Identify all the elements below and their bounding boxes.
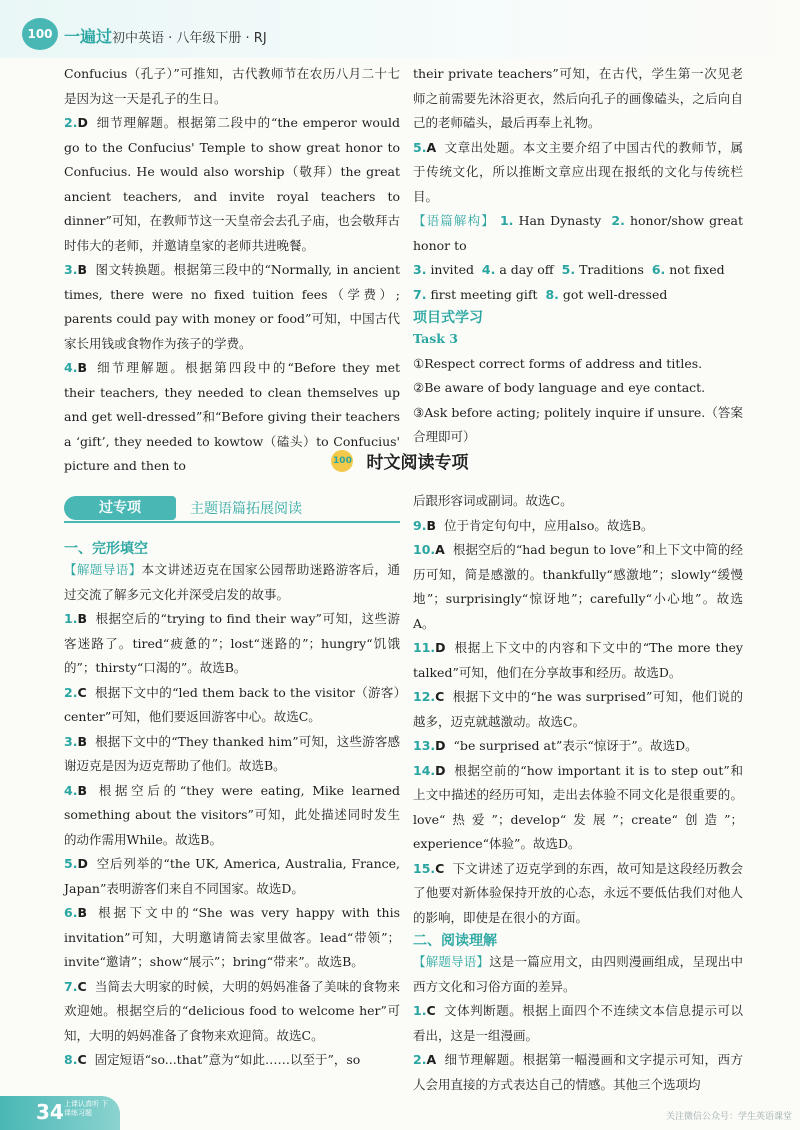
task-item: ②Be aware of body language and eye contact.: [413, 380, 706, 395]
section-banner: [0, 448, 800, 484]
answer-item: 15.C 下文讲述了迈克学到的东西，故可知是这段经历教会了他要对新体验保持开放的心态，永远不要低估我们对他人的影响，即使是在很小的方面。: [413, 860, 743, 925]
project-title: 项目式学习: [413, 310, 483, 326]
brand-name: 一遍过: [64, 27, 113, 46]
answer-item: 13.D “be surprised at”表示“惊讶于”。故选D。: [413, 738, 698, 753]
section-subtitle: 主题语篇拓展阅读: [190, 501, 302, 517]
reading-heading: 二、阅读理解: [413, 933, 497, 949]
task-item: ①Respect correct forms of address and titles.: [413, 355, 703, 371]
answer-item: 2.A 细节理解题。根据第一幅漫画和文字提示可知，西方人会用直接的方式表达自己的情感。其他三个选项均: [413, 1052, 743, 1092]
paragraph-continuation: their private teachers”可知，在古代，学生第一次见老师之前需要先沐浴更衣，然后向孔子的画像磕头，之后向自己的老师磕头，最后再奉上礼物。: [413, 66, 743, 130]
answer-item: 1.C 文体判断题。根据上面四个不连续文本信息提示可以看出，这是一组漫画。: [413, 1003, 743, 1043]
answer-item: 12.C 根据下文中的“he was surprised”可知，他们说的越多，迈克就越激动。故选C。: [413, 689, 743, 729]
answer-item: 4.B 根据空后的“they were eating, Mike learned something about the visitors”可知，此处描述同时发生的动作需用While。故选B。: [64, 782, 400, 847]
analysis-line-2: 3. invited 4. a day off 5. Traditions 6. not fixed: [413, 262, 725, 277]
logo-icon: 100: [22, 18, 58, 50]
paragraph-continuation: Confucius（孔子）”可推知，古代教师节在农历八月二十七是因为这一天是孔子的生日。: [64, 66, 400, 106]
section-divider: [64, 521, 400, 523]
answer-item: 2.C 根据下文中的“led them back to the visitor（游客）center”可知，他们要返回游客中心。故选C。: [64, 684, 400, 724]
answer-item: 5.A 文章出处题。本文主要介绍了中国古代的教师节，属于传统文化，所以推断文章应出现在报纸的文化与传统栏目。: [413, 139, 743, 204]
answer-item: 9.B 位于肯定句句中，应用also。故选B。: [413, 517, 654, 533]
banner-logo-icon: 100: [331, 450, 353, 472]
footer-slogan: 上课认真听 下课练习题: [64, 1100, 109, 1117]
answer-item: 4.B 细节理解题。根据第四段中的“Before they met their teachers, they needed to clean themselves up and get well-dressed”和“Before giving their teachers a ‘gift’, they needed to kowtow（磕头）to Confucius' picture and then to: [64, 360, 400, 473]
guide-paragraph: 【解题导语】本文讲述迈克在国家公园帮助迷路游客后，通过交流了解多元文化并深受启发的故事。: [64, 562, 400, 602]
answer-item: 3.B 根据下文中的“They thanked him”可知，这些游客感谢迈克是因为迈克帮助了他们。故选B。: [64, 733, 400, 773]
answer-item: 10.A 根据空后的“had begun to love”和上下文中简的经历可知，简是感激的。thankfully“感激地”；slowly“缓慢地”；surprisingly“惊讶地”；carefully“小心地”。故选A。: [413, 542, 743, 631]
answer-item: 14.D 根据空前的“how important it is to step out”和上文中描述的经历可知，走出去体验不同文化是很重要的。love“热爱”；develop“发展”；create“创造”；experience“体验”。故选D。: [413, 762, 743, 851]
page-number: 34: [36, 1100, 64, 1124]
task-item: ③Ask before acting; politely inquire if unsure.（答案合理即可）: [413, 404, 743, 444]
answer-item: 8.C 固定短语“so...that”意为“如此……以至于”，so: [64, 1052, 361, 1067]
analysis-line-3: 7. first meeting gift 8. got well-dressed: [413, 286, 668, 302]
answer-item: 11.D 根据上下文中的内容和下文中的“The more they talked”可知，他们在分享故事和经历。故选D。: [413, 640, 743, 680]
task-label: Task 3: [413, 331, 458, 346]
section-title: 时文阅读专项: [366, 453, 469, 473]
book-title: 初中英语 · 八年级下册 · RJ: [112, 31, 267, 46]
cloze-heading: 一、完形填空: [64, 541, 148, 557]
left-top-column: [64, 62, 400, 479]
answer-item: 6.B 根据下文中的“She was very happy with this invitation”可知，大明邀请简去家里做客。lead“带领”；invite“邀请”；show“展示”；bring“带来”。故选B。: [64, 905, 400, 969]
answer-item: 5.D 空后列举的“the UK, America, Australia, France, Japan”表明游客们来自不同国家。故选D。: [64, 856, 400, 896]
paragraph-continuation: 后跟形容词或副词。故选C。: [413, 493, 573, 508]
watermark-text: 关注微信公众号：学生英语课堂: [665, 1112, 792, 1122]
answer-item: 2.D 细节理解题。根据第二段中的“the emperor would go to the Confucius' Temple to show great honor to Confucius. He would also worship（敬拜）the great ancient teachers, and invite royal teachers to dinner”可知，在教师节这一天皇帝会去孔子庙，也会敬拜古时伟大的老师，并邀请皇家的老师共进晚餐。: [64, 115, 400, 253]
left-bottom-column: [64, 538, 400, 1073]
answer-item: 1.B 根据空后的“trying to find their way”可知，这些游客迷路了。tired“疲惫的”；lost“迷路的”；hungry“饥饿的”；thirsty“口渴的”。故选B。: [64, 611, 400, 675]
analysis-line-1: 【语篇解构】 1. Han Dynasty 2. honor/show great honor to: [413, 213, 743, 253]
right-top-column: [413, 62, 743, 450]
header-bar: [0, 0, 800, 58]
guide-paragraph: 【解题导语】这是一篇应用文，由四则漫画组成，呈现出中西方文化和习俗方面的差异。: [413, 954, 743, 994]
right-bottom-column: [413, 489, 743, 1097]
answer-item: 7.C 当简去大明家的时候，大明的妈妈准备了美味的食物来欢迎她。根据空后的“delicious food to welcome her”可知，大明的妈妈准备了食物来欢迎简。故选C。: [64, 978, 400, 1043]
section-label: 过专项: [64, 496, 176, 520]
answer-item: 3.B 图文转换题。根据第三段中的“Normally, in ancient times, there were no fixed tuition fees（学费）; parents could pay with money or food”可知，中国古代家长用钱或食物作为孩子的学费。: [64, 262, 400, 351]
